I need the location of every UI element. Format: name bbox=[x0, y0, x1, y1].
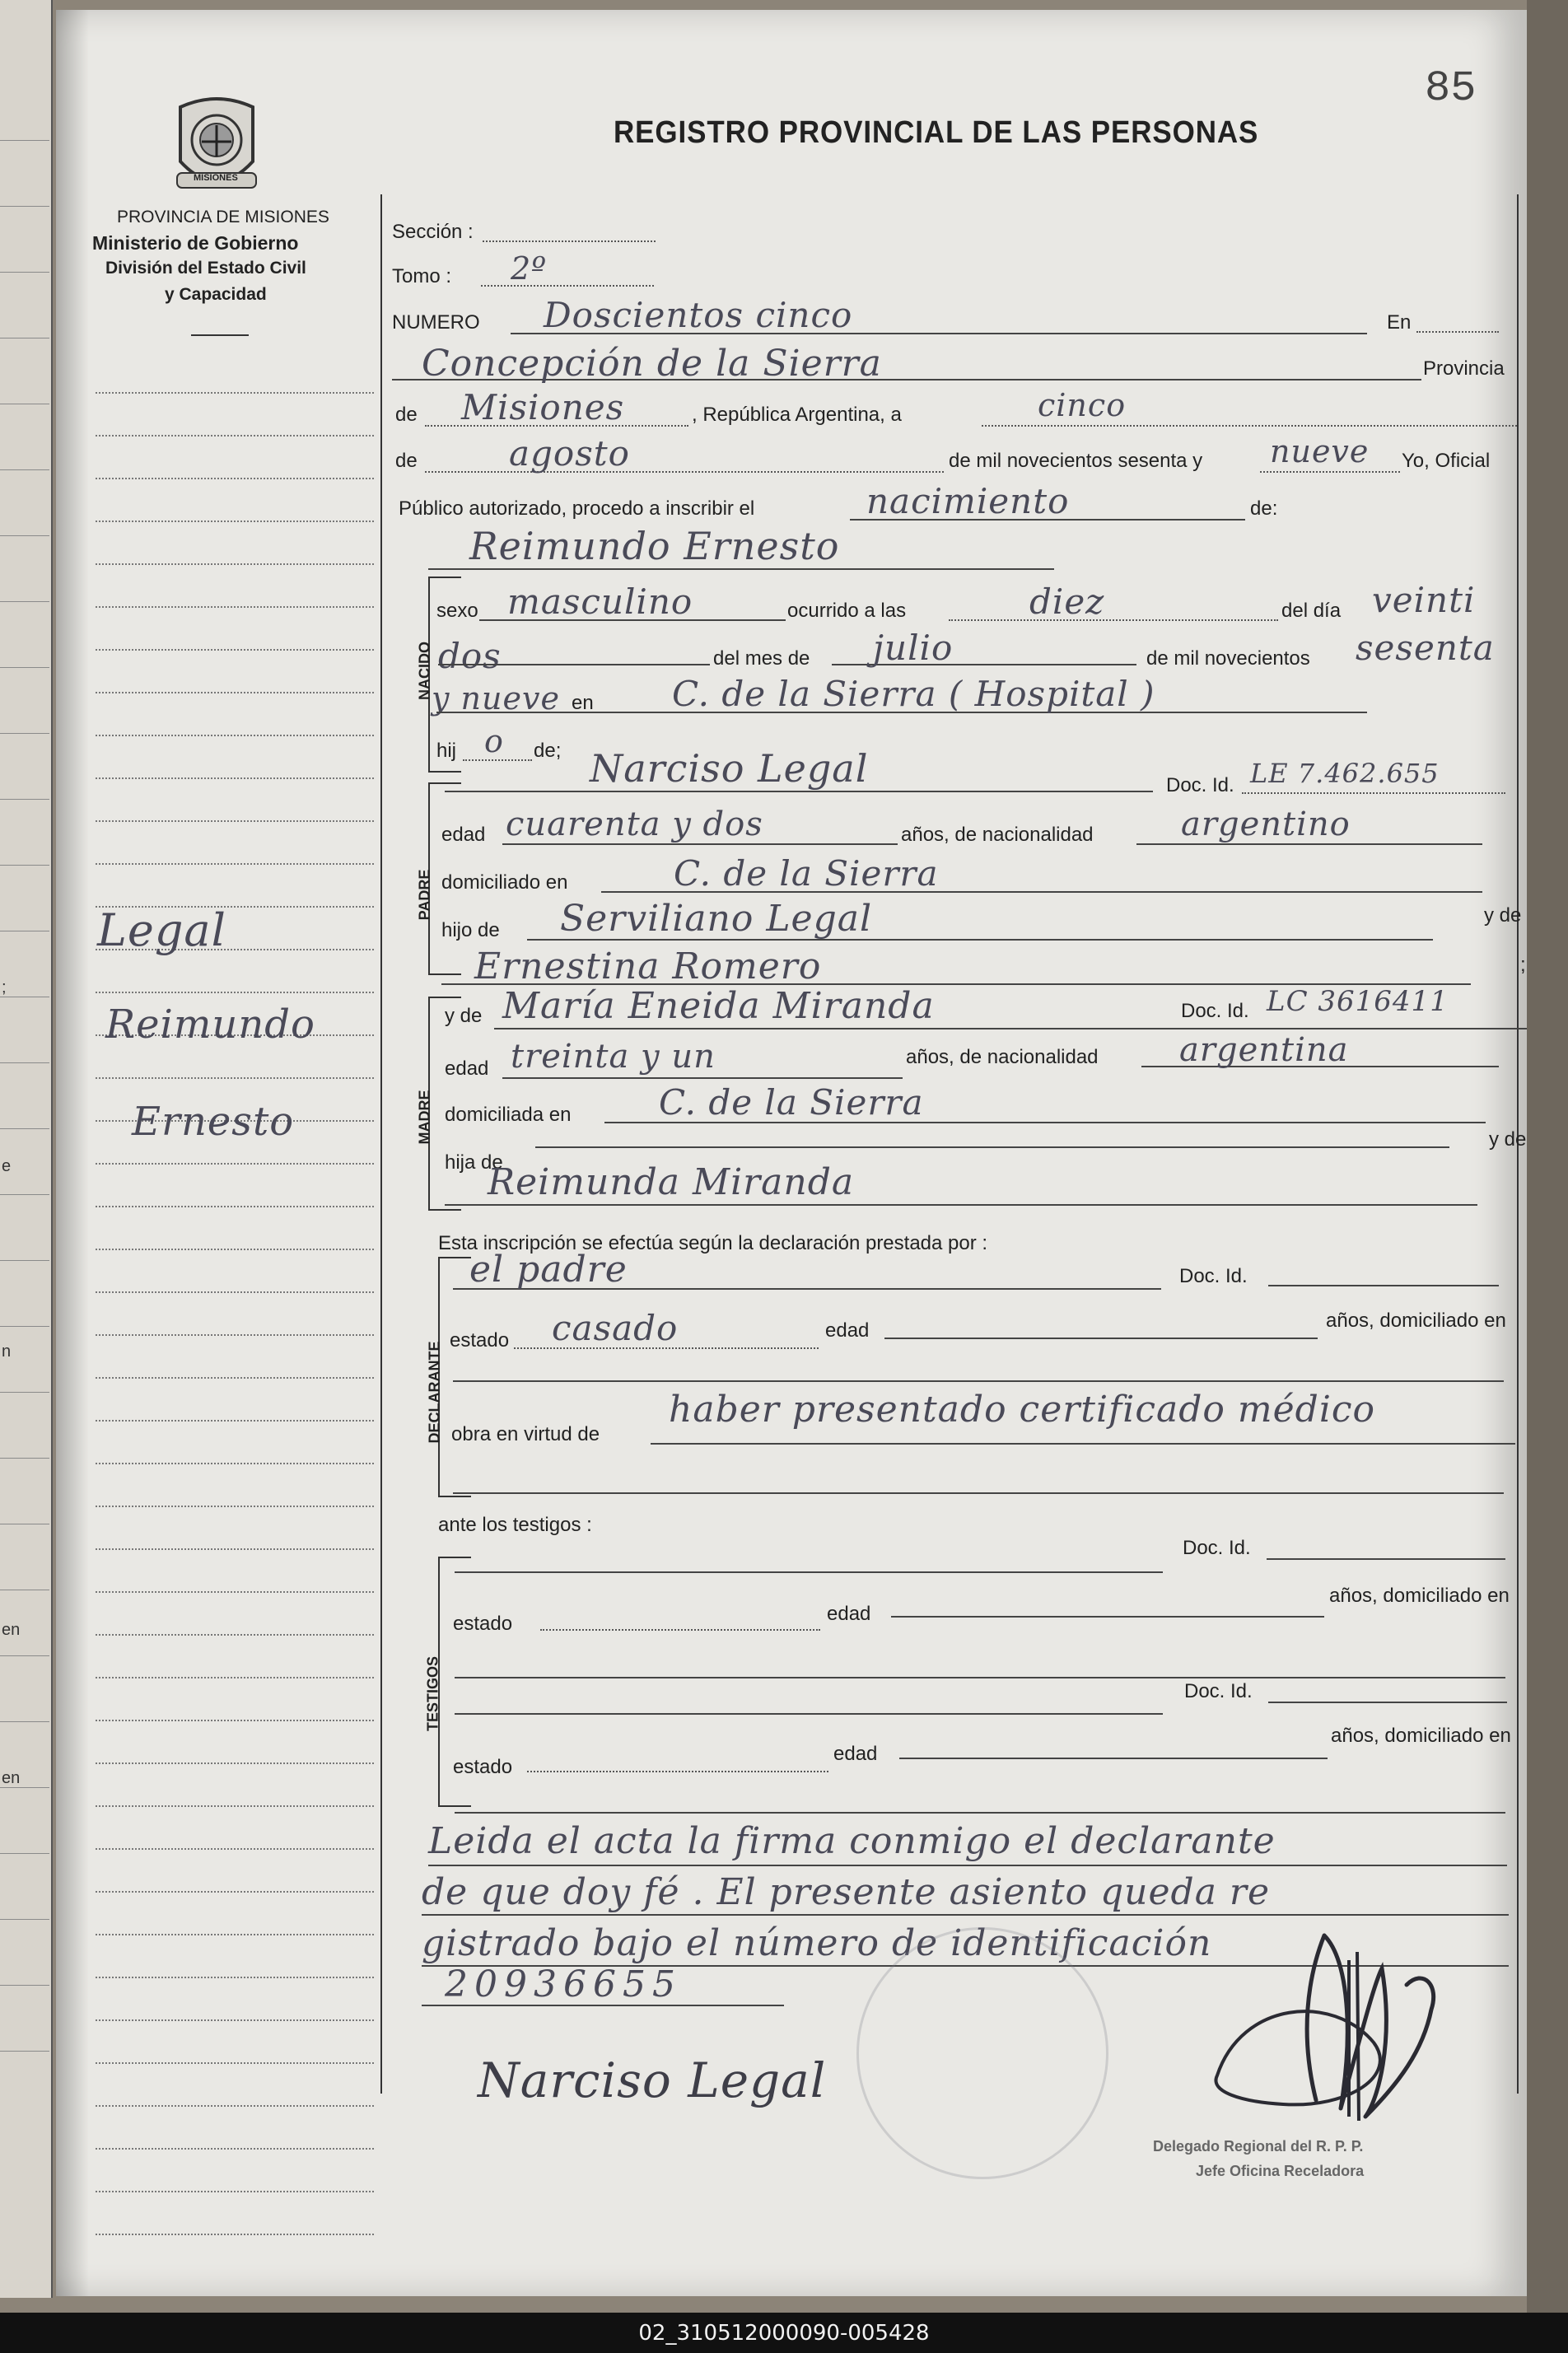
declarante-anios-label: años, domiciliado en bbox=[1326, 1310, 1506, 1332]
yo-label: Yo, Oficial bbox=[1402, 450, 1491, 472]
numero-label: NUMERO bbox=[392, 311, 480, 334]
provincia-label: Provincia bbox=[1423, 357, 1505, 380]
left-page-fragment: en bbox=[2, 1769, 21, 1787]
madre-label: MADRE bbox=[416, 1090, 433, 1145]
madre-edad-value: treinta y un bbox=[511, 1038, 716, 1076]
sexo-label: sexo bbox=[436, 600, 478, 622]
madre-y-de-label: y de bbox=[445, 1005, 483, 1027]
provincia-value: Misiones bbox=[461, 387, 625, 427]
padre-label: PADRE bbox=[416, 869, 433, 921]
mes-value: julio bbox=[873, 628, 954, 668]
declarante-nombre-value: el padre bbox=[469, 1249, 628, 1291]
madre-de-madre-value: Reimunda Miranda bbox=[488, 1161, 855, 1203]
del-dia-label: del día bbox=[1281, 600, 1342, 622]
hora-value: diez bbox=[1029, 581, 1105, 622]
sexo-value: masculino bbox=[507, 581, 693, 622]
madre-domicilio-label: domiciliada en bbox=[445, 1104, 572, 1126]
declarante-estado-label: estado bbox=[450, 1329, 510, 1352]
anio-value: nueve bbox=[1270, 433, 1370, 469]
declarante-obra-value: haber presentado certificado médico bbox=[669, 1389, 1376, 1431]
padre-doc-value: LE 7.462.655 bbox=[1250, 758, 1440, 789]
de-label: de bbox=[395, 450, 418, 472]
en-label: En bbox=[1387, 311, 1412, 334]
agency-line: y Capacidad bbox=[165, 285, 267, 304]
declarante-obra-label: obra en virtud de bbox=[451, 1423, 600, 1445]
de-label: de; bbox=[534, 740, 562, 762]
declarante-edad-label: edad bbox=[825, 1319, 870, 1342]
declarante-signature: Narciso Legal bbox=[478, 2052, 827, 2108]
del-mes-label: del mes de bbox=[713, 647, 810, 670]
declarante-doc-label: Doc. Id. bbox=[1179, 1265, 1248, 1287]
padre-edad-label: edad bbox=[441, 824, 486, 846]
hij-value: o bbox=[484, 723, 504, 759]
closing-line-1: Leida el acta la firma conmigo el declarante bbox=[428, 1820, 1276, 1862]
left-facing-page bbox=[0, 0, 53, 2298]
padre-nombre-value: Narciso Legal bbox=[590, 746, 869, 791]
lugar-nacimiento-value: C. de la Sierra ( Hospital ) bbox=[672, 674, 1155, 714]
mes-value: agosto bbox=[509, 433, 630, 474]
hij-label: hij bbox=[436, 740, 457, 762]
image-caption: 02_310512000090-005428 bbox=[638, 2321, 930, 2346]
mil-label: de mil novecientos bbox=[1146, 647, 1310, 670]
madre-hija-de-label: hija de bbox=[445, 1151, 503, 1174]
testigo2-estado-label: estado bbox=[453, 1756, 513, 1778]
identification-number: 20936655 bbox=[445, 1963, 682, 2005]
republica-label: , República Argentina, a bbox=[692, 404, 902, 426]
agency-line: PROVINCIA DE MISIONES bbox=[117, 208, 329, 226]
testigo2-anios-label: años, domiciliado en bbox=[1331, 1725, 1511, 1747]
padre-doc-label: Doc. Id. bbox=[1166, 774, 1234, 796]
stamp-line: Delegado Regional del R. P. P. bbox=[1153, 2138, 1364, 2155]
seccion-label: Sección : bbox=[392, 221, 474, 243]
testigo2-edad-label: edad bbox=[833, 1743, 878, 1765]
padre-nacionalidad-value: argentino bbox=[1181, 805, 1351, 843]
de-label: de bbox=[395, 404, 418, 426]
margin-note-surname: Legal bbox=[97, 904, 226, 956]
page-number: 85 bbox=[1425, 64, 1477, 113]
page-title: REGISTRO PROVINCIAL DE LAS PERSONAS bbox=[614, 115, 1259, 150]
en-label: en bbox=[572, 692, 594, 714]
madre-nombre-value: María Eneida Miranda bbox=[502, 985, 935, 1027]
dia-value-a: veinti bbox=[1372, 580, 1476, 620]
tomo-value: 2º bbox=[511, 250, 548, 287]
testigo2-doc-label: Doc. Id. bbox=[1184, 1680, 1253, 1702]
madre-nacionalidad-value: argentina bbox=[1179, 1031, 1349, 1069]
testigo1-edad-label: edad bbox=[827, 1603, 871, 1625]
declarante-intro: Esta inscripción se efectúa según la declaración prestada por : bbox=[438, 1232, 988, 1254]
tomo-label: Tomo : bbox=[392, 265, 452, 287]
madre-anios-label: años, de nacionalidad bbox=[906, 1046, 1099, 1068]
nombre-value: Reimundo Ernesto bbox=[469, 524, 840, 568]
anio-label: de mil novecientos sesenta y bbox=[949, 450, 1203, 472]
padre-domicilio-label: domiciliado en bbox=[441, 871, 568, 894]
lugar-value: Concepción de la Sierra bbox=[422, 343, 882, 385]
form-left-border bbox=[380, 194, 382, 2094]
numero-value: Doscientos cinco bbox=[544, 295, 853, 335]
padre-edad-value: cuarenta y dos bbox=[506, 805, 763, 843]
left-page-fragment: ; bbox=[2, 978, 7, 997]
madre-y-de-label: y de bbox=[1489, 1128, 1527, 1151]
padre-y-de-label: y de bbox=[1484, 904, 1522, 927]
ocurrido-label: ocurrido a las bbox=[787, 600, 907, 622]
testigos-label: TESTIGOS bbox=[424, 1656, 441, 1732]
agency-line: División del Estado Civil bbox=[105, 259, 306, 278]
official-signature bbox=[1184, 1911, 1497, 2141]
book-edge bbox=[1527, 0, 1568, 2313]
margin-note-middle-name: Ernesto bbox=[132, 1099, 295, 1145]
margin-note-first-name: Reimundo bbox=[105, 1001, 315, 1048]
left-page-fragment: en bbox=[2, 1621, 21, 1639]
dia-value-b: dos bbox=[438, 636, 502, 676]
closing-line-3: gistrado bajo el número de identificación bbox=[422, 1922, 1212, 1964]
declarante-label: DECLARANTE bbox=[426, 1341, 443, 1444]
anio-value-a: sesenta bbox=[1356, 628, 1495, 668]
madre-doc-value: LC 3616411 bbox=[1267, 985, 1449, 1018]
publico-label: Público autorizado, procedo a inscribir el bbox=[399, 497, 755, 520]
padre-semicolon: ; bbox=[1520, 954, 1526, 976]
seal-ribbon-text: MISIONES bbox=[194, 173, 238, 183]
padre-hijo-de-label: hijo de bbox=[441, 919, 500, 941]
testigo1-doc-label: Doc. Id. bbox=[1183, 1537, 1251, 1559]
left-page-fragment: n bbox=[2, 1342, 12, 1361]
de-colon-label: de: bbox=[1250, 497, 1278, 520]
anio-value-b: y nueve bbox=[432, 680, 560, 717]
testigo1-anios-label: años, domiciliado en bbox=[1329, 1585, 1510, 1607]
declarante-estado-value: casado bbox=[552, 1308, 679, 1348]
divider bbox=[191, 334, 249, 336]
closing-line-2: de que doy fé . El presente asiento queda re bbox=[422, 1871, 1271, 1913]
madre-doc-label: Doc. Id. bbox=[1181, 1000, 1249, 1022]
nacido-label: NACIDO bbox=[416, 642, 433, 700]
agency-line: Ministerio de Gobierno bbox=[92, 232, 299, 254]
padre-de-padre-value: Serviliano Legal bbox=[560, 898, 873, 940]
dia-value: cinco bbox=[1038, 387, 1127, 423]
madre-edad-label: edad bbox=[445, 1057, 489, 1080]
testigo1-estado-label: estado bbox=[453, 1613, 513, 1635]
acto-value: nacimiento bbox=[866, 481, 1070, 521]
testigos-intro: ante los testigos : bbox=[438, 1514, 592, 1536]
left-page-fragment: e bbox=[2, 1157, 12, 1175]
stamp-line: Jefe Oficina Receladora bbox=[1196, 2163, 1365, 2179]
madre-domicilio-value: C. de la Sierra bbox=[659, 1082, 924, 1123]
padre-anios-label: años, de nacionalidad bbox=[901, 824, 1094, 846]
padre-domicilio-value: C. de la Sierra bbox=[674, 853, 939, 894]
madre-de-padre-value: Ernestina Romero bbox=[474, 945, 822, 987]
provincial-seal bbox=[169, 91, 264, 201]
faint-stamp bbox=[856, 1927, 1108, 2179]
